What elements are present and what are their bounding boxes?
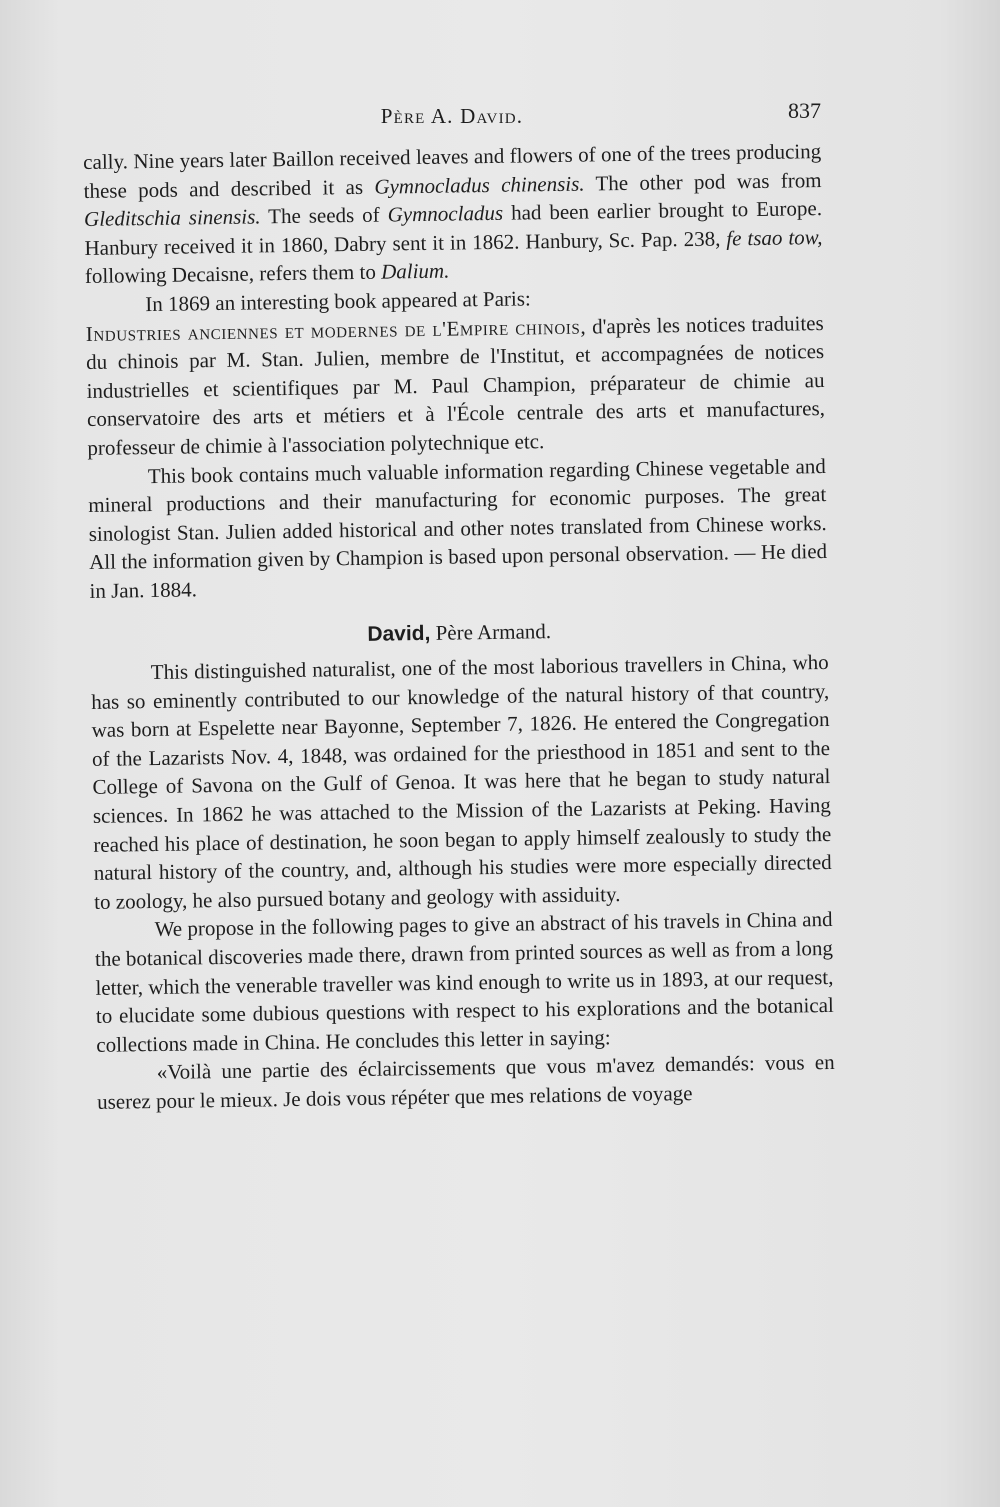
heading-surname: David,: [367, 621, 431, 646]
running-title: Père A. David.: [380, 104, 524, 128]
italic-taxon: Gleditschia sinensis.: [83, 204, 261, 232]
italic-taxon: Gymnocladus: [387, 200, 504, 227]
paragraph-biography: This distinguished naturalist, one of the most laborious travellers in China, who has so eminently contributed to our knowledge of the natural history of that country, was born at Espelette near Bayonne, September 7, 1826. He entered the Congregation of the Lazarists Nov. 4, 1848, was ordained for the priesthood in 1851 and sent to the College of Savona on the Gulf of Genoa. It was here that he began to study natural sciences. In 1862 he was attached to the Mission of the Lazarists at Peking. Having reached his place of destination, he soon began to apply himself zealously to study the natural history of the country, and, although his studies were more especially directed to zoology, he also pursued botany and geology with assiduity.: [91, 650, 832, 914]
body-text: [83, 137, 835, 1116]
italic-taxon: Dalium.: [380, 258, 450, 284]
paragraph-book-intro: In 1869 an interesting book appeared at Paris:: [145, 286, 531, 317]
section-heading-david: [90, 612, 828, 653]
running-header: [83, 96, 821, 136]
italic-taxon: Gymnocladus chinensis.: [374, 171, 585, 199]
paragraph-letter-quote: «Voilà une partie des éclaircissements que vous m'avez demandés: vous en userez pour le mieux. Je dois vous répéter que mes relations de voyage: [96, 1050, 835, 1114]
heading-forenames: Père Armand.: [430, 618, 552, 645]
paragraph-abstract-intro: We propose in the following pages to give an abstract of his travels in China and the botanical discoveries made there, drawn from printed sources as well as from a long letter, which the venerable traveller was kind enough to write us in 1893, at our request, to elucidate some dubious questions with respect to his explorations and the botanical collections made in China. He concludes this letter in saying:: [94, 907, 834, 1057]
text-run: d'après les notices traduites du chinois par M. Stan. Julien, membre de l'Institut, et accompagnées de notices industrielles et scientifiques par M. Paul Champion, préparateur de chimie au conservatoire des arts et métiers et à l'École centrale des arts et manufactures, professeur de chimie à l'association polytechnique etc.: [85, 310, 826, 460]
paragraph-book-title: [86, 309, 826, 463]
page-number: 837: [788, 98, 821, 123]
paragraph-gymnocladus: [83, 137, 823, 291]
text-run: The seeds of: [260, 202, 388, 229]
text-run: had been earlier brought to Europe. Hanbury received it in 1860, Dabry sent it in 1862. Hanbury, Sc. Pap. 238,: [84, 196, 823, 260]
paragraph-book-description: This book contains much valuable information regarding Chinese vegetable and mineral productions and their manufacturing for economic purposes. The great sinologist Stan. Julien added historical and other notes translated from Chinese works. All the information given by Champion is based upon personal observation. — He died in Jan. 1884.: [88, 453, 828, 603]
text-run: The other pod was from: [584, 167, 822, 196]
text-run: following Decaisne, refers them to: [84, 259, 382, 289]
italic-chinese-name: fe tsao tow,: [726, 224, 823, 251]
book-title: Industries anciennes et modernes de l'Empire chinois,: [85, 314, 587, 346]
text-run: cally. Nine years later Baillon received leaves and flowers of one of the trees producing these pods and described it as: [83, 139, 822, 203]
